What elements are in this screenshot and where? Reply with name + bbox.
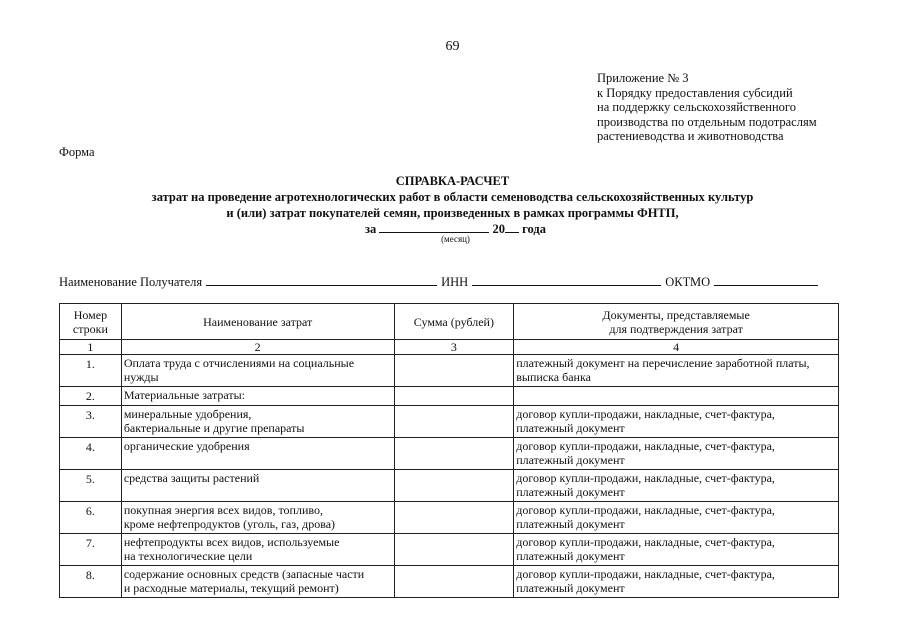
- cost-name-text: нефтепродукты всех видов, используемые: [123, 535, 340, 549]
- table-row: [60, 406, 839, 438]
- oktmo-label: ОКТМО: [665, 275, 711, 289]
- column-number-row: [60, 340, 839, 355]
- recipient-name-label: Наименование Получателя: [59, 275, 203, 289]
- appendix-line: к Порядку предоставления субсидий: [597, 85, 793, 100]
- inn-field[interactable]: [472, 274, 661, 286]
- documents-cell: [514, 387, 839, 406]
- cost-name-cell: [121, 534, 394, 566]
- row-number: 5.: [60, 470, 122, 502]
- appendix-note: [597, 71, 817, 144]
- documents-cell: [514, 438, 839, 470]
- header-text: строки: [72, 321, 108, 336]
- cost-name-text: на технологические цели: [123, 549, 253, 563]
- oktmo-field[interactable]: [714, 274, 818, 286]
- period-prefix: за: [365, 222, 377, 236]
- row-number: 1.: [60, 355, 122, 387]
- header-text: Номер: [73, 307, 108, 322]
- cost-name-cell: [121, 470, 394, 502]
- sum-cell[interactable]: [394, 470, 514, 502]
- column-number: 1: [60, 340, 122, 355]
- document-text: договор купли-продажи, накладные, счет-фактура,: [516, 471, 775, 485]
- appendix-line: Приложение № 3: [597, 71, 689, 85]
- form-label: Форма: [59, 145, 95, 159]
- cost-calculation-table: [59, 303, 839, 598]
- cost-name-cell: [121, 406, 394, 438]
- document-text: договор купли-продажи, накладные, счет-фактура,: [516, 567, 775, 581]
- row-number: 6.: [60, 502, 122, 534]
- cost-name-text: кроме нефтепродуктов (уголь, газ, дрова): [123, 517, 336, 531]
- title-subheading: и (или) затрат покупателей семян, произведенных в рамках программы ФНТП,: [226, 206, 679, 220]
- table-row: [60, 387, 839, 406]
- row-number: 3.: [60, 406, 122, 438]
- table-row: [60, 438, 839, 470]
- cost-name-text: органические удобрения: [123, 439, 250, 453]
- header-text: для подтверждения затрат: [609, 321, 743, 336]
- documents-cell: [514, 534, 839, 566]
- document-text: платежный документ: [516, 517, 625, 531]
- appendix-line: производства по отдельным подотраслям: [597, 114, 817, 129]
- month-caption: (месяц): [441, 234, 470, 244]
- sum-cell[interactable]: [394, 355, 514, 387]
- cost-name-text: средства защиты растений: [123, 471, 260, 485]
- page-number: 69: [445, 39, 460, 54]
- cost-name-cell: [121, 566, 394, 598]
- sum-cell[interactable]: [394, 502, 514, 534]
- table-header-row: [60, 304, 839, 340]
- header-text: Наименование затрат: [203, 314, 313, 329]
- header-row-number: [60, 304, 122, 340]
- header-text: Сумма (рублей): [413, 314, 494, 329]
- document-text: договор купли-продажи, накладные, счет-фактура,: [516, 535, 775, 549]
- row-number: 7.: [60, 534, 122, 566]
- header-documents: [514, 304, 839, 340]
- cost-name-cell: [121, 502, 394, 534]
- cost-name-text: Оплата труда с отчислениями на социальные: [123, 356, 355, 370]
- document-text: платежный документ на перечисление заработной платы,: [516, 356, 810, 370]
- cost-name-cell: [121, 438, 394, 470]
- column-number: 3: [394, 340, 514, 355]
- appendix-line: растениеводства и животноводства: [597, 129, 784, 143]
- month-blank-field[interactable]: [379, 222, 489, 233]
- cost-name-text: нужды: [123, 370, 159, 384]
- document-text: договор купли-продажи, накладные, счет-фактура,: [516, 407, 775, 421]
- row-number: 4.: [60, 438, 122, 470]
- sum-cell[interactable]: [394, 387, 514, 406]
- document-text: платежный документ: [516, 581, 625, 595]
- documents-cell: [514, 502, 839, 534]
- cost-name-text: содержание основных средств (запасные части: [123, 567, 365, 581]
- appendix-line: на поддержку сельскохозяйственного: [597, 100, 796, 114]
- table-row: [60, 534, 839, 566]
- table-row: [60, 502, 839, 534]
- cost-name-text: Материальные затраты:: [123, 388, 245, 402]
- cost-name-text: покупная энергия всех видов, топливо,: [123, 503, 323, 517]
- cost-name-text: бактериальные и другие препараты: [123, 421, 305, 435]
- documents-cell: [514, 355, 839, 387]
- table-row: [60, 355, 839, 387]
- document-text: выписка банка: [516, 370, 591, 384]
- title-subheading: затрат на проведение агротехнологических работ в области семеноводства сельскохозяйственных культур: [151, 190, 754, 204]
- recipient-name-field[interactable]: [206, 274, 437, 286]
- document-text: платежный документ: [516, 485, 625, 499]
- cost-name-cell: [121, 387, 394, 406]
- row-number: 2.: [60, 387, 122, 406]
- document-text: договор купли-продажи, накладные, счет-фактура,: [516, 503, 775, 517]
- sum-cell[interactable]: [394, 534, 514, 566]
- sum-cell[interactable]: [394, 406, 514, 438]
- documents-cell: [514, 406, 839, 438]
- column-number: 2: [121, 340, 394, 355]
- column-number: 4: [514, 340, 839, 355]
- document-text: платежный документ: [516, 421, 625, 435]
- document-title: [0, 173, 905, 237]
- documents-cell: [514, 470, 839, 502]
- period-suffix: года: [522, 222, 546, 236]
- table-row: [60, 470, 839, 502]
- document-text: платежный документ: [516, 453, 625, 467]
- year-blank-field[interactable]: [505, 222, 519, 233]
- cost-name-text: и расходные материалы, текущий ремонт): [123, 581, 339, 595]
- document-text: платежный документ: [516, 549, 625, 563]
- period-year-prefix: 20: [492, 222, 506, 236]
- header-cost-name: [121, 304, 394, 340]
- sum-cell[interactable]: [394, 566, 514, 598]
- recipient-line: [59, 274, 822, 290]
- cost-name-cell: [121, 355, 394, 387]
- header-sum: [394, 304, 514, 340]
- document-text: договор купли-продажи, накладные, счет-фактура,: [516, 439, 775, 453]
- title-heading: СПРАВКА-РАСЧЕТ: [395, 174, 510, 188]
- cost-name-text: минеральные удобрения,: [123, 407, 252, 421]
- documents-cell: [514, 566, 839, 598]
- sum-cell[interactable]: [394, 438, 514, 470]
- row-number: 8.: [60, 566, 122, 598]
- header-text: Документы, представляемые: [602, 307, 750, 322]
- table-row: [60, 566, 839, 598]
- inn-label: ИНН: [441, 275, 469, 289]
